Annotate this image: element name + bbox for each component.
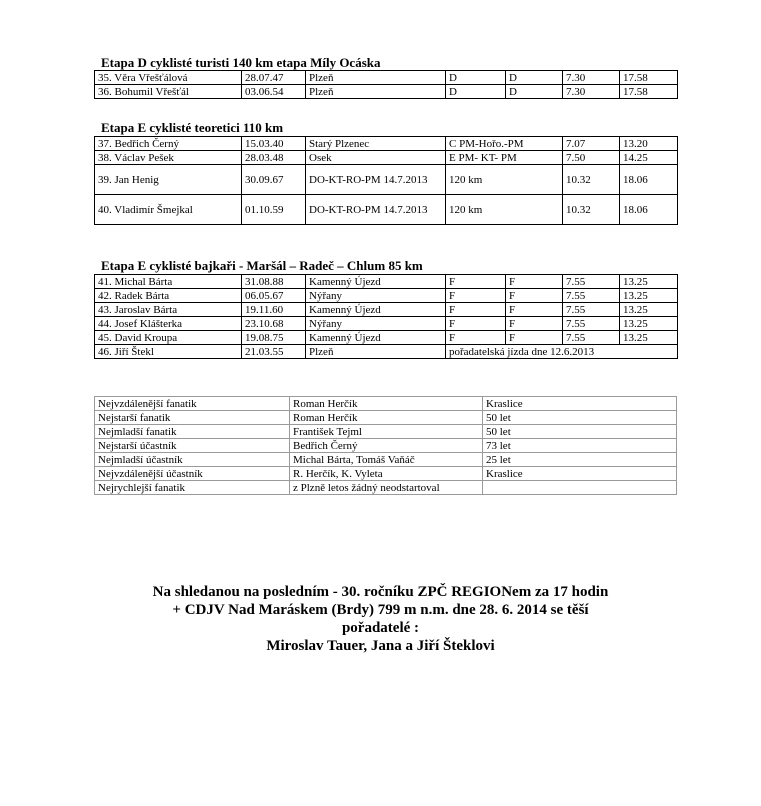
- closing-line-4: Miroslav Tauer, Jana a Jiří Šteklovi: [266, 638, 495, 654]
- start-time: 7.55: [563, 289, 620, 303]
- start-time: 7.55: [563, 317, 620, 331]
- birth-date: 28.07.47: [242, 71, 306, 85]
- table-row: [95, 137, 678, 151]
- finish-time: 17.58: [620, 71, 678, 85]
- start-time: 7.30: [563, 71, 620, 85]
- town: Plzeň: [306, 71, 446, 85]
- route: F: [506, 275, 563, 289]
- distance: 120 km: [446, 165, 563, 195]
- route: C PM-Hořo.-PM: [446, 137, 563, 151]
- town: Nýřany: [306, 289, 446, 303]
- town: Kamenný Újezd: [306, 275, 446, 289]
- record-value: Kraslice: [483, 397, 677, 411]
- category: F: [446, 289, 506, 303]
- participant-name: 42. Radek Bárta: [95, 289, 242, 303]
- table-row: [95, 467, 677, 481]
- record-label: Nejstarší fanatik: [95, 411, 290, 425]
- town: Starý Plzenec: [306, 137, 446, 151]
- start-time: 7.55: [563, 275, 620, 289]
- start-time: 7.07: [563, 137, 620, 151]
- section-d-heading: Etapa D cyklisté turisti 140 km etapa Míly Ocáska: [101, 55, 381, 70]
- record-label: Nejrychlejší fanatik: [95, 481, 290, 495]
- distance: 120 km: [446, 195, 563, 225]
- section-e-theorists-table: [94, 136, 678, 225]
- record-value: [483, 481, 677, 495]
- category: D: [446, 85, 506, 99]
- participant-name: 43. Jaroslav Bárta: [95, 303, 242, 317]
- records-table: [94, 396, 677, 495]
- participant-name: 45. David Kroupa: [95, 331, 242, 345]
- category: F: [446, 275, 506, 289]
- route: F: [506, 331, 563, 345]
- town: Plzeň: [306, 345, 446, 359]
- table-row: [95, 317, 678, 331]
- participant-name: 39. Jan Henig: [95, 165, 242, 195]
- birth-date: 21.03.55: [242, 345, 306, 359]
- table-row: [95, 151, 678, 165]
- birth-date: 15.03.40: [242, 137, 306, 151]
- birth-date: 28.03.48: [242, 151, 306, 165]
- table-row: [95, 165, 678, 195]
- closing-line-1: Na shledanou na posledním - 30. ročníku ZPČ REGIONem za 17 hodin: [152, 584, 609, 600]
- category: F: [446, 303, 506, 317]
- participant-name: 44. Josef Klášterka: [95, 317, 242, 331]
- table-row: [95, 481, 677, 495]
- table-row: [95, 303, 678, 317]
- birth-date: 03.06.54: [242, 85, 306, 99]
- record-holder: Roman Herčík: [290, 411, 483, 425]
- record-label: Nejstarší účastník: [95, 439, 290, 453]
- finish-time: 13.25: [620, 331, 678, 345]
- finish-time: 13.25: [620, 289, 678, 303]
- section-e-theorists-heading: Etapa E cyklisté teoretici 110 km: [101, 120, 284, 135]
- record-label: Nejmladší účastník: [95, 453, 290, 467]
- finish-time: 13.25: [620, 275, 678, 289]
- finish-time: 18.06: [620, 165, 678, 195]
- section-e-bikers-table: [94, 274, 678, 359]
- record-holder: z Plzně letos žádný neodstartoval: [290, 481, 483, 495]
- birth-date: 01.10.59: [242, 195, 306, 225]
- record-value: 73 let: [483, 439, 677, 453]
- table-row: [95, 439, 677, 453]
- closing-message: [0, 583, 761, 655]
- town: Kamenný Újezd: [306, 303, 446, 317]
- route-and-date: DO-KT-RO-PM 14.7.2013: [306, 195, 446, 225]
- finish-time: 17.58: [620, 85, 678, 99]
- participant-name: 38. Václav Pešek: [95, 151, 242, 165]
- table-row: [95, 345, 678, 359]
- finish-time: 13.25: [620, 317, 678, 331]
- town: Kamenný Újezd: [306, 331, 446, 345]
- closing-line-2: + CDJV Nad Maráskem (Brdy) 799 m n.m. dne 28. 6. 2014 se těší: [172, 602, 589, 618]
- start-time: 7.30: [563, 85, 620, 99]
- record-holder: R. Herčík, K. Vyleta: [290, 467, 483, 481]
- start-time: 10.32: [563, 165, 620, 195]
- table-row: [95, 453, 677, 467]
- record-value: 50 let: [483, 425, 677, 439]
- start-time: 7.50: [563, 151, 620, 165]
- participant-name: 35. Věra Vřešťálová: [95, 71, 242, 85]
- record-value: 25 let: [483, 453, 677, 467]
- town: Nýřany: [306, 317, 446, 331]
- town: Osek: [306, 151, 446, 165]
- birth-date: 19.11.60: [242, 303, 306, 317]
- start-time: 10.32: [563, 195, 620, 225]
- record-value: 50 let: [483, 411, 677, 425]
- route: F: [506, 303, 563, 317]
- finish-time: 14.25: [620, 151, 678, 165]
- record-holder: Michal Bárta, Tomáš Vaňáč: [290, 453, 483, 467]
- record-holder: František Tejml: [290, 425, 483, 439]
- record-holder: Roman Herčík: [290, 397, 483, 411]
- birth-date: 06.05.67: [242, 289, 306, 303]
- participant-name: 40. Vladimír Šmejkal: [95, 195, 242, 225]
- table-row: [95, 71, 678, 85]
- birth-date: 30.09.67: [242, 165, 306, 195]
- table-row: [95, 289, 678, 303]
- route-and-date: DO-KT-RO-PM 14.7.2013: [306, 165, 446, 195]
- table-row: [95, 85, 678, 99]
- table-row: [95, 397, 677, 411]
- record-label: Nejmladší fanatik: [95, 425, 290, 439]
- birth-date: 19.08.75: [242, 331, 306, 345]
- table-row: [95, 275, 678, 289]
- category: F: [446, 317, 506, 331]
- table-row: [95, 331, 678, 345]
- participant-name: 36. Bohumil Vřešťál: [95, 85, 242, 99]
- category: D: [446, 71, 506, 85]
- finish-time: 18.06: [620, 195, 678, 225]
- route: D: [506, 85, 563, 99]
- route: F: [506, 317, 563, 331]
- route: D: [506, 71, 563, 85]
- closing-line-3: pořadatelé :: [341, 620, 420, 636]
- town: Plzeň: [306, 85, 446, 99]
- record-label: Nejvzdálenější fanatik: [95, 397, 290, 411]
- organizer-note: pořadatelská jízda dne 12.6.2013: [446, 345, 678, 359]
- section-e-bikers-heading: Etapa E cyklisté bajkaři - Maršál – Radeč – Chlum 85 km: [101, 258, 423, 273]
- record-label: Nejvzdálenější účastník: [95, 467, 290, 481]
- birth-date: 23.10.68: [242, 317, 306, 331]
- table-row: [95, 411, 677, 425]
- table-row: [95, 425, 677, 439]
- birth-date: 31.08.88: [242, 275, 306, 289]
- route: F: [506, 289, 563, 303]
- record-value: Kraslice: [483, 467, 677, 481]
- participant-name: 41. Michal Bárta: [95, 275, 242, 289]
- route: E PM- KT- PM: [446, 151, 563, 165]
- record-holder: Bedřich Černý: [290, 439, 483, 453]
- participant-name: 46. Jiří Štekl: [95, 345, 242, 359]
- category: F: [446, 331, 506, 345]
- finish-time: 13.20: [620, 137, 678, 151]
- start-time: 7.55: [563, 303, 620, 317]
- start-time: 7.55: [563, 331, 620, 345]
- section-d-table: [94, 70, 678, 99]
- participant-name: 37. Bedřich Černý: [95, 137, 242, 151]
- table-row: [95, 195, 678, 225]
- finish-time: 13.25: [620, 303, 678, 317]
